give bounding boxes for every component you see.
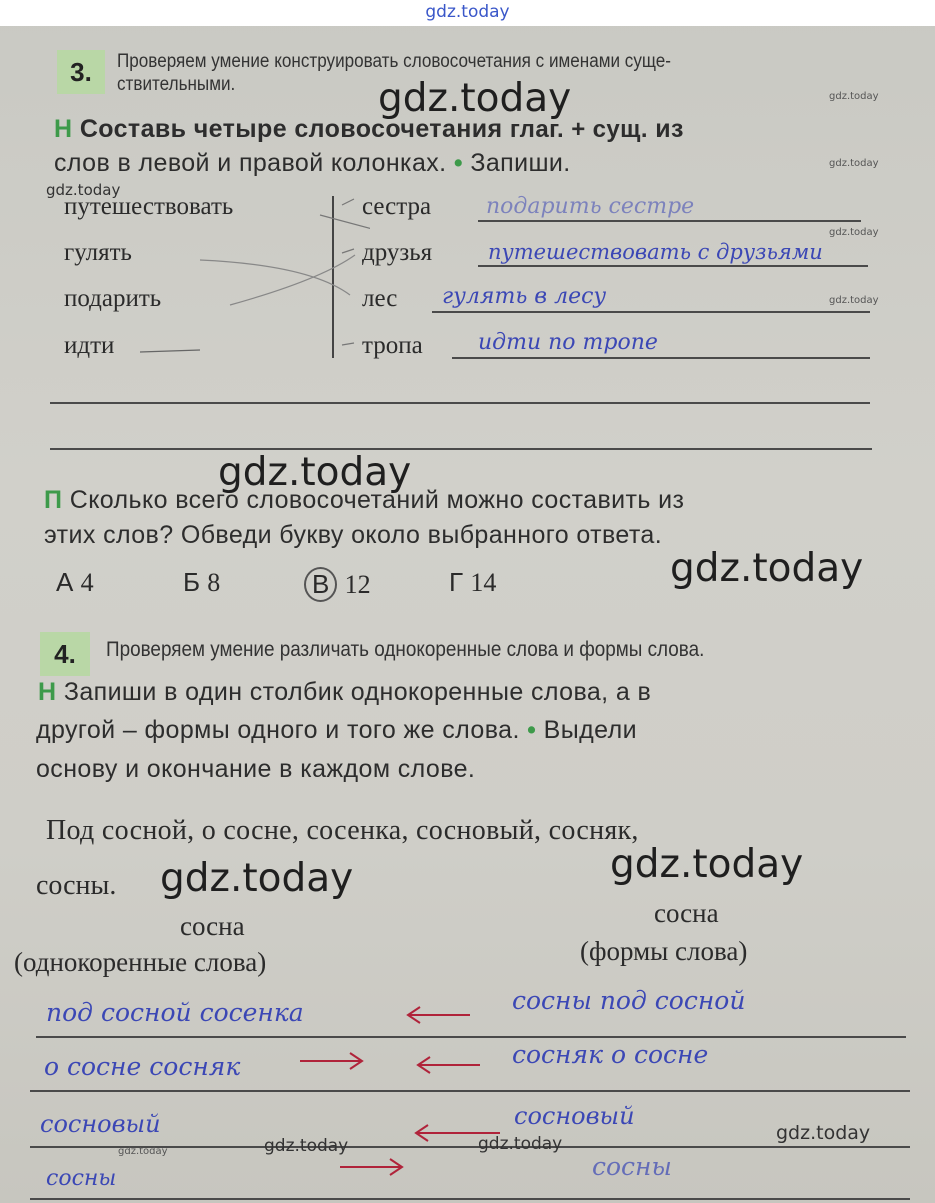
watermark: gdz.today bbox=[670, 546, 864, 591]
site-header-link[interactable]: gdz.today bbox=[425, 2, 510, 22]
watermark-medium: gdz.today bbox=[478, 1134, 563, 1154]
watermark: gdz.today bbox=[378, 76, 572, 121]
watermark: gdz.today bbox=[610, 842, 804, 887]
hand-right-1: сосны под сосной bbox=[512, 986, 746, 1015]
task4-instruction-line3: основу и окончание в каждом слове. bbox=[36, 755, 476, 783]
task3-instruction-line2 bbox=[54, 149, 571, 178]
instr-text: Запиши. bbox=[470, 149, 571, 177]
task4-marker-n: Н bbox=[38, 678, 57, 706]
writing-line bbox=[30, 1198, 910, 1200]
watermark-small: gdz.today bbox=[829, 227, 879, 238]
task3-question-line2: этих слов? Обведи букву около выбранного ответа. bbox=[44, 521, 663, 549]
handwritten-answer-4: идти по тропе bbox=[478, 330, 658, 355]
task3-heading-line1: Проверяем умение конструировать словосочетания с именами суще- bbox=[117, 51, 671, 72]
hand-right-3: сосновый bbox=[514, 1102, 635, 1130]
red-arrows bbox=[300, 995, 520, 1195]
col-left-subtitle: (однокоренные слова) bbox=[14, 947, 267, 977]
watermark: gdz.today bbox=[160, 856, 354, 901]
option-value: 4 bbox=[80, 568, 94, 597]
right-word-1: сестра bbox=[362, 193, 432, 220]
left-word-4: идти bbox=[64, 332, 115, 359]
bullet-dot: • bbox=[453, 149, 464, 177]
answer-line bbox=[50, 448, 872, 450]
hand-left-1: под сосной сосенка bbox=[46, 998, 304, 1027]
task3-marker-p: П bbox=[44, 486, 63, 514]
watermark-small: gdz.today bbox=[829, 158, 879, 169]
option-g[interactable] bbox=[449, 567, 496, 598]
instr-text: из bbox=[655, 115, 684, 143]
left-word-2: гулять bbox=[64, 239, 132, 266]
connector-lines bbox=[140, 195, 370, 365]
right-word-3: лес bbox=[362, 285, 398, 312]
site-header-bar bbox=[0, 0, 935, 26]
task4-words-line2: сосны. bbox=[36, 870, 117, 901]
option-b[interactable] bbox=[183, 567, 220, 598]
task4-words-line1: Под сосной, о сосне, сосенка, сосновый, сосняк, bbox=[46, 815, 639, 846]
answer-line bbox=[478, 220, 861, 222]
instr-text: слов в левой и правой колонках. bbox=[54, 149, 447, 177]
option-letter: Г bbox=[449, 567, 464, 597]
watermark-small: gdz.today bbox=[829, 295, 879, 306]
watermark-medium: gdz.today bbox=[46, 181, 121, 199]
left-word-1: путешествовать bbox=[64, 193, 234, 220]
task3-number: 3. bbox=[57, 50, 105, 94]
instr-formula: глаг. + сущ. bbox=[509, 116, 648, 143]
right-word-4: тропа bbox=[362, 332, 423, 359]
watermark-small: gdz.today bbox=[829, 91, 879, 102]
question-text: Сколько всего словосочетаний можно составить из bbox=[69, 486, 685, 514]
option-v-circled[interactable] bbox=[304, 567, 371, 602]
task4-heading: Проверяем умение различать однокоренные слова и формы слова. bbox=[106, 638, 705, 661]
hand-left-4: сосны bbox=[46, 1166, 117, 1191]
option-letter: Б bbox=[183, 567, 201, 597]
option-letter: В bbox=[304, 567, 337, 602]
handwritten-answer-1: подарить сестре bbox=[486, 194, 695, 219]
watermark-medium: gdz.today bbox=[776, 1122, 871, 1144]
left-word-3: подарить bbox=[64, 285, 162, 312]
watermark-small: gdz.today bbox=[118, 1146, 168, 1157]
instr-text: Выдели bbox=[543, 716, 637, 744]
hand-right-2: сосняк о сосне bbox=[512, 1040, 709, 1069]
option-letter: А bbox=[56, 567, 74, 597]
hand-right-4: сосны bbox=[592, 1152, 672, 1181]
task3-heading-line2: ствительными. bbox=[117, 74, 236, 95]
handwritten-answer-3: гулять в лесу bbox=[442, 284, 607, 309]
task4-number: 4. bbox=[40, 632, 90, 676]
option-value: 8 bbox=[207, 568, 221, 597]
watermark: gdz.today bbox=[218, 450, 412, 495]
col-right-title: сосна bbox=[654, 898, 719, 928]
answer-line bbox=[478, 265, 868, 267]
option-a[interactable] bbox=[56, 567, 94, 598]
answer-line bbox=[432, 311, 870, 313]
answer-line bbox=[50, 402, 870, 404]
col-left-title: сосна bbox=[180, 911, 245, 941]
hand-left-3: сосновый bbox=[40, 1110, 161, 1138]
handwritten-answer-2: путешествовать с друзьями bbox=[488, 240, 823, 264]
task3-marker-n: Н bbox=[54, 115, 73, 143]
right-word-2: друзья bbox=[362, 239, 433, 266]
option-value: 12 bbox=[344, 570, 371, 599]
watermark-medium: gdz.today bbox=[264, 1136, 349, 1156]
task4-instruction-line2 bbox=[36, 716, 637, 745]
instr-text: другой – формы одного и того же слова. bbox=[36, 716, 520, 744]
hand-left-2: о сосне сосняк bbox=[44, 1052, 241, 1081]
option-value: 14 bbox=[470, 568, 497, 597]
task3-question-line1 bbox=[44, 486, 684, 515]
task4-instruction-line1 bbox=[38, 678, 651, 707]
task3-instruction-line1 bbox=[54, 115, 684, 144]
col-right-subtitle: (формы слова) bbox=[580, 936, 748, 966]
instr-text: Составь четыре словосочетания bbox=[79, 115, 503, 143]
answer-line bbox=[452, 357, 870, 359]
instr-text: Запиши в один столбик однокоренные слова, а в bbox=[63, 678, 652, 706]
bullet-dot: • bbox=[527, 716, 537, 744]
